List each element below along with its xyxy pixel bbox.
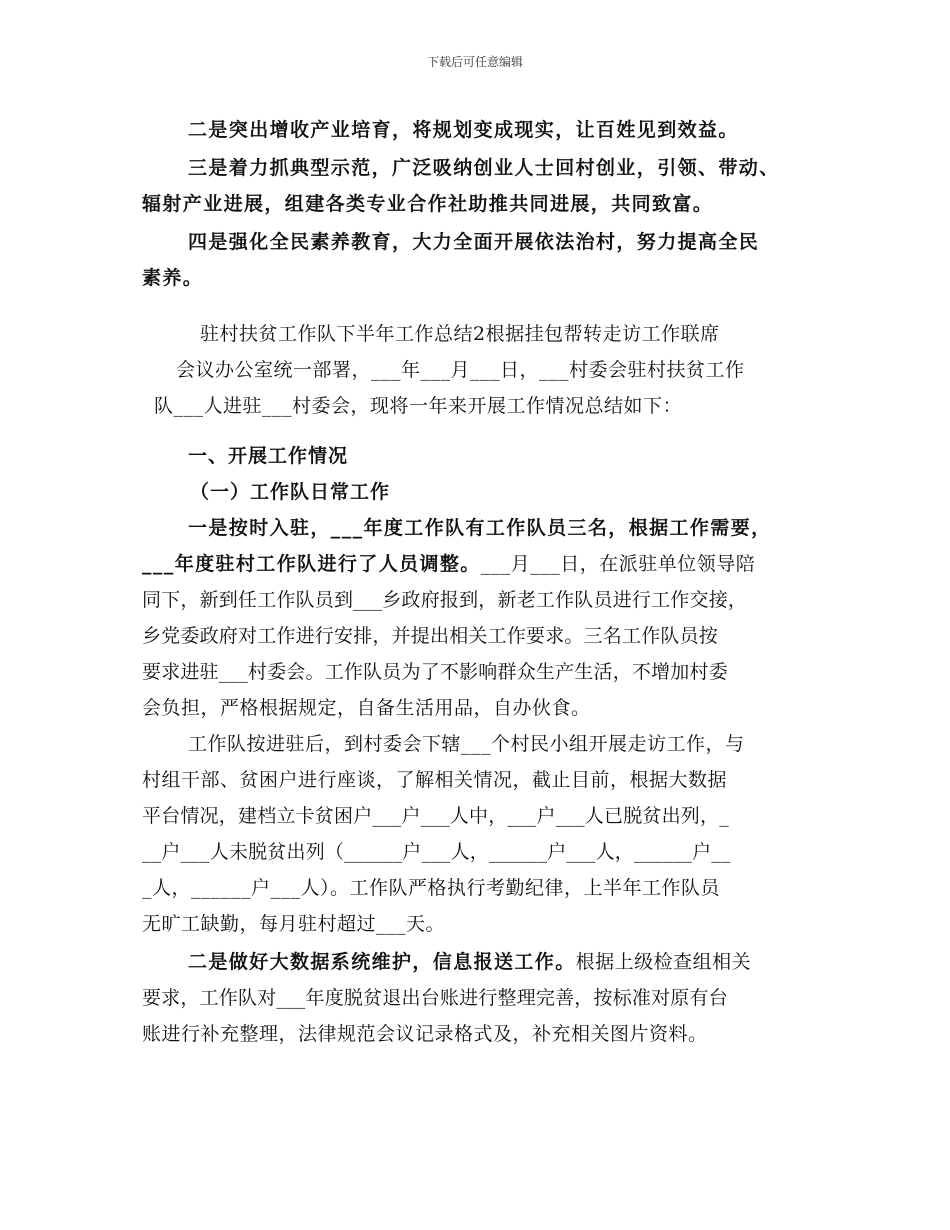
paragraph-line: 乡党委政府对工作进行安排，并提出相关工作要求。三名工作队员按 [142, 625, 719, 647]
paragraph-lead: 一是按时入驻，___年度工作队有工作队员三名，根据工作需要， [188, 517, 772, 539]
paragraph-line: 三是着力抓典型示范，广泛吸纳创业人士回村创业，引领、带动、 [188, 157, 780, 179]
paragraph-text: 根据上级检查组相关 [575, 951, 752, 973]
paragraph-line: 工作队按进驻后，到村委会下辖___个村民小组开展走访工作，与 [188, 733, 745, 755]
paragraph-line [142, 510, 842, 546]
paragraph-line: 平台情况，建档立卡贫困户___户___人中，___户___人已脱贫出列，_ [142, 805, 729, 827]
paragraph-line: 同下，新到任工作队员到___乡政府报到，新老工作队员进行工作交接， [142, 589, 748, 611]
paragraph-line: 队___人进驻___村委会，现将一年来开展工作情况总结如下： [154, 395, 683, 417]
paragraph-line: 驻村扶贫工作队下半年工作总结2根据挂包帮转走访工作联席 [200, 323, 720, 345]
paragraph-line: 要求进驻___村委会。工作队员为了不影响群众生产生活，不增加村委 [142, 661, 728, 683]
paragraph-line: 二是突出增收产业培育，将规划变成现实，让百姓见到效益。 [188, 119, 739, 141]
paragraph-line [142, 546, 842, 582]
paragraph-line: 村组干部、贫困户进行座谈，了解相关情况，截止目前，根据大数据 [142, 769, 728, 791]
paragraph-text: ___月___日，在派驻单位领导陪 [480, 553, 756, 575]
paragraph-line: _人，______户___人）。工作队严格执行考勤纪律，上半年工作队员 [142, 877, 721, 899]
section-heading: 一、开展工作情况 [188, 445, 349, 467]
paragraph-line: 无旷工缺勤，每月驻村超过___天。 [142, 913, 446, 935]
subsection-heading: （一）工作队日常工作 [190, 481, 391, 503]
paragraph-line: 账进行补充整理，法律规范会议记录格式及，补充相关图片资料。 [142, 1023, 708, 1045]
paragraph-line: 要求，工作队对___年度脱贫退出台账进行整理完善，按标准对原有台 [142, 987, 728, 1009]
paragraph-line: 会议办公室统一部署，___年___月___日，___村委会驻村扶贫工作 [176, 359, 745, 381]
paragraph-line: 辐射产业进展，组建各类专业合作社助推共同进展，共同致富。 [142, 193, 714, 215]
paragraph-lead: 二是做好大数据系统维护，信息报送工作。 [188, 951, 576, 973]
paragraph-line [142, 944, 842, 980]
document-body [142, 112, 842, 1052]
paragraph-line: 素养。 [142, 267, 204, 289]
page-header-note: 下载后可任意编辑 [426, 55, 523, 69]
paragraph-line: 会负担，严格根据规定，自备生活用品，自办伙食。 [142, 697, 591, 719]
paragraph-line: 四是强化全民素养教育，大力全面开展依法治村，努力提高全民 [188, 231, 760, 253]
paragraph-lead: ___年度驻村工作队进行了人员调整。 [142, 553, 481, 575]
paragraph-line: __户___人未脱贫出列（______户___人，______户___人，______户__ [142, 841, 731, 863]
